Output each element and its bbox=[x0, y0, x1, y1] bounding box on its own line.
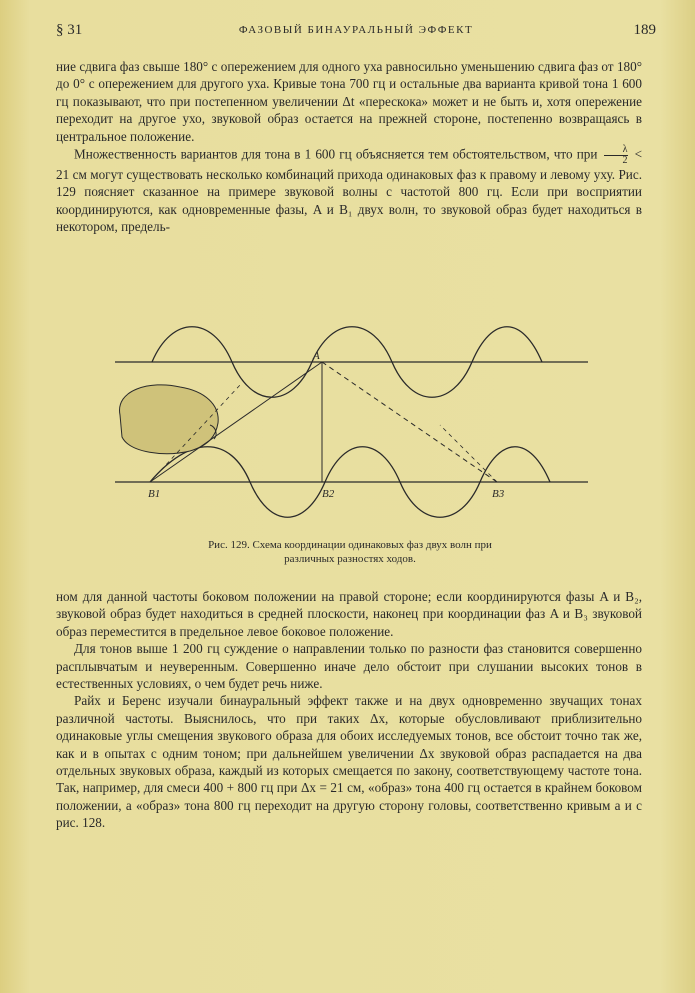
running-title: ФАЗОВЫЙ БИНАУРАЛЬНЫЙ ЭФФЕКТ bbox=[238, 24, 474, 36]
head-silhouette bbox=[120, 385, 219, 454]
paragraph: ние сдвига фаз свыше 180° с опережением для одного уха равносильно уменьшению сдвига фаз от 180° до 0° с опережением для другого уха. Кривые тона 700 гц и остальные два варианта кривой тона 1 600 гц показывают, что при постепенном увеличении Δt «перескока» может и не быть и, хотя опережение переходит на другое ухо, звуковой образ остается на прежней стороне, постепенно возвращаясь в центральное положение. bbox=[56, 59, 642, 144]
paragraph: Для тонов выше 1 200 гц суждение о направлении только по разности фаз становится совершенно расплывчатым и неуверенным. Совершенно иначе дело обстоит при слушании высоких тонов в естественных условиях, о чем будет речь ниже. bbox=[56, 641, 642, 692]
paragraph: Райх и Беренс изучали бинауральный эффект также и на двух одновременно звучащих тонах различной частоты. Выяснилось, что при таких Δx, которые обусловливают приблизительно одинаковые углы смещения звукового образа для обоих исследуемых тонов, все обстоит точно так же, как и в опытах с одним тоном; при дальнейшем увеличении Δx звуковой образ распадается на два отдельных звуковых образа, каждый из которых смещается по закону, соответствующему частоте тона. Так, например, для смеси 400 + 800 гц при Δx = 21 см, «образ» тона 400 гц остается в крайнем боковом положении, а «образ» тона 800 гц переходит на другую сторону головы, соответственно кривым a и c рис. 128. bbox=[56, 693, 642, 831]
figure-caption bbox=[120, 538, 580, 566]
caption-line: различных разностях ходов. bbox=[284, 553, 416, 565]
line-a-b3 bbox=[322, 362, 497, 482]
figure-129 bbox=[110, 305, 590, 533]
line-b3-up bbox=[440, 425, 497, 482]
paragraph: ном для данной частоты боковом положении на правой стороне; если координируются фазы A и B₂, звуковой образ будет находиться в средней плоскости, наконец при координации фаз A и B₃ звуковой образ переместится в предельное левое боковое положение. bbox=[56, 589, 642, 639]
fraction-numerator: λ bbox=[604, 145, 629, 156]
fraction-denominator: 2 bbox=[622, 155, 628, 167]
text-block-top bbox=[56, 58, 642, 236]
text-run: Множественность вариантов для тона в 1 600 гц объясняется тем обстоятельством, что при bbox=[74, 146, 598, 162]
text-run: < 21 см могут существовать несколько комбинаций прихода одинаковых фаз к правому и левому уху. Рис. 129 поясняет сказанное на примере звуковой волны с частотой 800 гц. Если при восприятии координируются, как одновременные фазы, A и B₁ двух волн, то звуковой образ будет находиться в некотором, предель- bbox=[56, 146, 642, 235]
caption-line: Рис. 129. Схема координации одинаковых фаз двух волн при bbox=[208, 539, 492, 551]
text-block-bottom bbox=[56, 588, 642, 832]
label-b1: B1 bbox=[148, 488, 161, 500]
section-number: § 31 bbox=[56, 22, 83, 38]
paragraph bbox=[56, 145, 642, 236]
label-a: A bbox=[313, 350, 320, 362]
label-b2: B2 bbox=[322, 488, 335, 500]
running-header bbox=[56, 22, 656, 44]
fraction bbox=[604, 145, 629, 166]
page-number: 189 bbox=[633, 22, 656, 38]
label-b3: B3 bbox=[492, 488, 505, 500]
